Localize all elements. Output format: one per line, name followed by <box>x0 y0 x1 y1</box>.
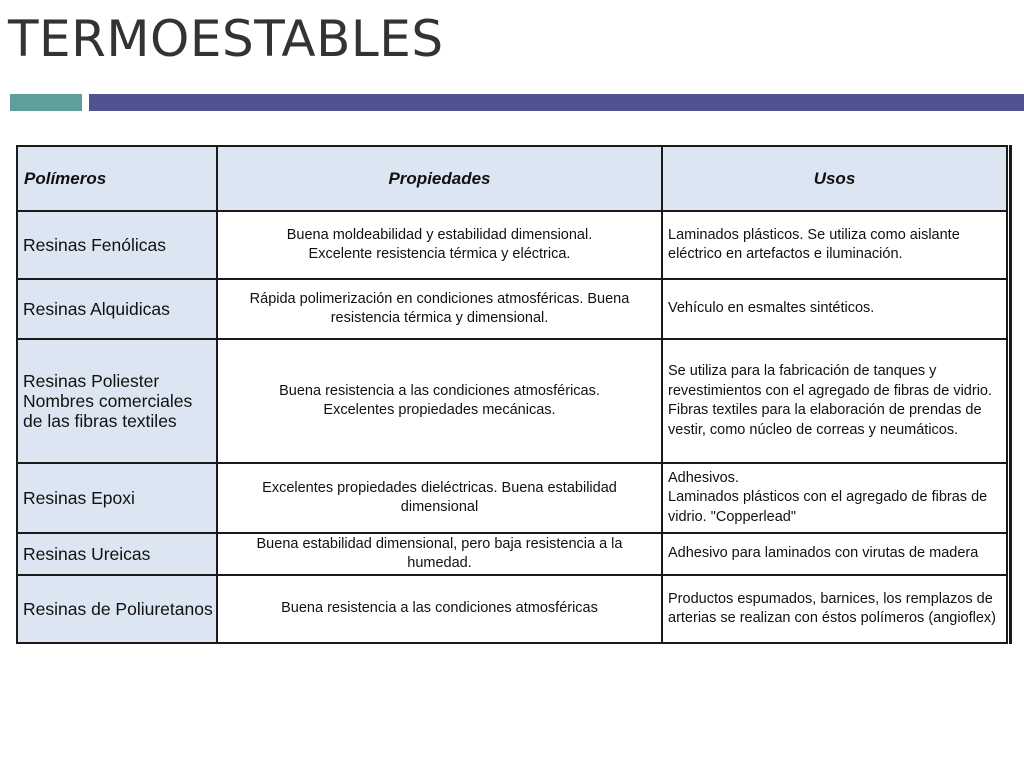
table-row <box>17 463 1007 533</box>
properties-cell: Buena resistencia a las condiciones atmosféricas. Excelentes propiedades mecánicas. <box>217 339 662 463</box>
slide-title: TERMOESTABLES <box>8 10 444 68</box>
table-row <box>17 279 1007 339</box>
polymer-cell: Resinas Poliester Nombres comerciales de las fibras textiles <box>17 339 217 463</box>
accent-bar-navy <box>89 94 1024 111</box>
polymer-cell: Resinas Fenólicas <box>17 211 217 279</box>
polymer-cell: Resinas Ureicas <box>17 533 217 575</box>
uses-cell: Vehículo en esmaltes sintéticos. <box>662 279 1007 339</box>
uses-cell: Laminados plásticos. Se utiliza como aislante eléctrico en artefactos e iluminación. <box>662 211 1007 279</box>
properties-cell: Excelentes propiedades dieléctricas. Buena estabilidad dimensional <box>217 463 662 533</box>
header-properties: Propiedades <box>217 146 662 211</box>
header-uses: Usos <box>662 146 1007 211</box>
uses-cell: Productos espumados, barnices, los remplazos de arterias se realizan con éstos polímeros (angioflex) <box>662 575 1007 643</box>
uses-cell: Adhesivo para laminados con virutas de madera <box>662 533 1007 575</box>
table-row <box>17 339 1007 463</box>
uses-cell: Adhesivos. Laminados plásticos con el agregado de fibras de vidrio. "Copperlead" <box>662 463 1007 533</box>
properties-cell: Rápida polimerización en condiciones atmosféricas. Buena resistencia térmica y dimensional. <box>217 279 662 339</box>
properties-cell: Buena estabilidad dimensional, pero baja resistencia a la humedad. <box>217 533 662 575</box>
polymer-cell: Resinas Epoxi <box>17 463 217 533</box>
table-row <box>17 575 1007 643</box>
table-header-row <box>17 146 1007 211</box>
properties-cell: Buena resistencia a las condiciones atmosféricas <box>217 575 662 643</box>
properties-cell: Buena moldeabilidad y estabilidad dimensional. Excelente resistencia térmica y eléctrica. <box>217 211 662 279</box>
uses-cell: Se utiliza para la fabricación de tanques y revestimientos con el agregado de fibras de vidrio. Fibras textiles para la elaboración de prendas de vestir, como núcleo de correas y neumáticos. <box>662 339 1007 463</box>
table-row <box>17 211 1007 279</box>
accent-bar-teal <box>10 94 82 111</box>
header-polymers: Polímeros <box>17 146 217 211</box>
table-row <box>17 533 1007 575</box>
thermosets-table <box>16 145 1012 644</box>
polymer-cell: Resinas de Poliuretanos <box>17 575 217 643</box>
polymer-cell: Resinas Alquidicas <box>17 279 217 339</box>
